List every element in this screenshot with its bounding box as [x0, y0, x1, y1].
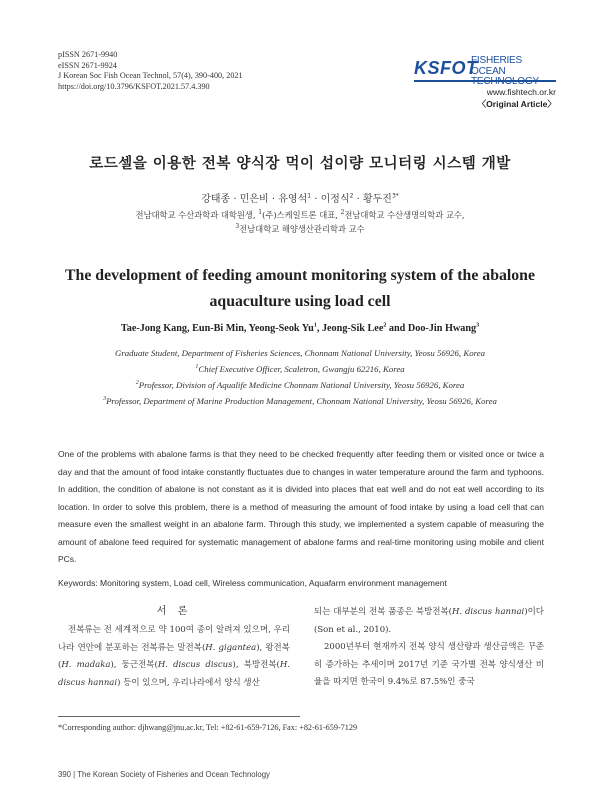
author-ko-3: 유영석	[278, 194, 308, 205]
page-footer: 390 | The Korean Society of Fisheries and Ocean Technology	[58, 770, 270, 779]
author-sup: 1	[307, 192, 312, 200]
affil-en-text: Professor, Division of Aqualife Medicine Chonnam National University, Yeosu 56926, Korea	[138, 380, 465, 390]
intro-right-column	[314, 604, 544, 692]
author-en-1: Tae-Jong Kang	[120, 323, 188, 334]
author-sup: 2	[383, 322, 387, 329]
authors-korean	[0, 190, 600, 205]
affil-sup: 1	[195, 364, 199, 371]
journal-logo	[414, 50, 556, 84]
title-english: The development of feeding amount monitoring system of the abalone aquaculture using load cell	[65, 267, 535, 310]
author-en-2: Eun-Bi Min	[192, 323, 244, 334]
corresponding-author-footnote: *Corresponding author: djhwang@jnu.ac.kr, Tel: +82-61-659-7126, Fax: +82-61-659-7129	[58, 723, 358, 732]
intro-right-para1	[314, 604, 544, 639]
species-name: H. gigantea	[205, 642, 257, 653]
affil-sup: 3	[235, 223, 240, 231]
author-sep: ,	[243, 323, 249, 334]
author-and: and	[386, 323, 408, 334]
intro-text: )이다(Son et al., 2010).	[314, 607, 544, 635]
author-ko-5: 황두진	[362, 194, 392, 205]
logo-line1: FISHERIES OCEAN	[471, 55, 522, 77]
author-sep: ·	[268, 194, 279, 205]
affil-sup: 1	[258, 209, 263, 217]
affil-en-line3	[0, 393, 600, 409]
author-sep: ,	[187, 323, 193, 334]
author-sup: 3*	[391, 192, 399, 200]
author-en-3: Yeong-Seok Yu	[248, 323, 314, 334]
author-ko-4: 이정식	[320, 194, 350, 205]
author-sup: 2	[349, 192, 354, 200]
intro-text: ), 왕전복(	[58, 642, 290, 670]
intro-text: 되는 대부분의 전복 품종은 북방전복(	[314, 607, 452, 617]
eissn: eISSN 2671-9924	[58, 60, 117, 70]
affil-sup: 2	[135, 380, 139, 387]
intro-right-para2	[314, 639, 544, 692]
species-name: H. discus discus	[157, 660, 233, 670]
site-url[interactable]: www.fishtech.or.kr	[486, 87, 556, 97]
author-en-5: Doo-Jin Hwang	[407, 323, 477, 334]
intro-text: ), 북방전복(	[232, 660, 280, 670]
intro-text: 전복류는 전 세계적으로 약 100여 종이 알려져 있으며, 우리나라 연안에 분포하는 전복류는 말전복(	[58, 625, 290, 653]
logo-mark: KSFOT	[414, 58, 478, 78]
author-ko-1: 강태종	[201, 194, 231, 205]
affil-en-text: Professor, Department of Marine Production Management, Chonnam National University, Yeosu 56926, Korea	[106, 396, 497, 406]
keywords: Keywords: Monitoring system, Load cell, Wireless communication, Aquafarm environment management	[58, 578, 447, 588]
author-ko-2: 민은비	[239, 194, 269, 205]
title-korean: 로드셀을 이용한 전복 양식장 먹이 섭이량 모니터링 시스템 개발	[89, 156, 511, 172]
intro-text: ) 등이 있으며, 우리나라에서 양식 생산	[117, 677, 260, 688]
affil-ko-text: 전남대학교 수산과학과 대학원생,	[135, 210, 259, 220]
intro-text: ), 둥근전복(	[110, 660, 158, 670]
section-heading-introduction: 서 론	[156, 606, 192, 617]
footnote-rule	[58, 716, 300, 717]
author-sep: ·	[353, 194, 363, 205]
author-sep: ,	[316, 323, 322, 334]
author-sep: ·	[230, 194, 240, 205]
doi-link[interactable]: https://doi.org/10.3796/KSFOT.2021.57.4.390	[58, 81, 210, 91]
species-name: H. discus hannai	[58, 660, 290, 688]
author-en-4: Jeong-Sik Lee	[321, 323, 384, 334]
authors-english	[0, 323, 600, 334]
affiliations-korean	[0, 208, 600, 236]
affil-en-line1	[0, 361, 600, 377]
affil-ko-text: (주)스케일트론 대표,	[262, 210, 341, 220]
affil-en-line2	[0, 377, 600, 393]
affiliations-english	[0, 345, 600, 409]
logo-underline	[414, 80, 556, 82]
affil-ko-line2	[0, 222, 600, 236]
logo-line2	[471, 77, 556, 88]
affil-ko-text: 전남대학교 수산생명의학과 교수,	[344, 210, 465, 220]
affil-sup: 3	[103, 396, 107, 403]
author-sup: 1	[313, 322, 317, 329]
affil-en-text: Chief Executive Officer, Scaletron, Gwangju 62216, Korea	[198, 364, 405, 374]
pissn: pISSN 2671-9940	[58, 50, 118, 59]
intro-left-column	[58, 622, 290, 692]
journal-meta	[58, 50, 243, 92]
affil-en-line0: Graduate Student, Department of Fisheries Sciences, Chonnam National University, Yeosu 56926, Korea	[114, 348, 485, 358]
author-sep: ·	[311, 194, 321, 205]
intro-text: 2000년부터 현재까지 전복 양식 생산량과 생산금액은 꾸준히 증가하는 추세이며 2017년 기준 국가별 전복 양식생산 비율을 따지면 한국이 9.4%로 87.5%인 중국	[314, 642, 544, 687]
affil-ko-text: 전남대학교 해양생산관리학과 교수	[239, 224, 365, 234]
article-type: 〈Original Article〉	[477, 99, 556, 109]
abstract: One of the problems with abalone farms is that they need to be checked frequently after feeding them or visited once or twice a day and that the amount of food intake constantly fluctuates due to changes in water temperature around the farm and typhoons. In addition, the condition of abalone is not constant as it is divided into places that eat well and do not eat well according to its location. In order to solve this problem, there is a method of measuring the amount of food intake by using a load cell that can measure even the smallest weight in an abalone farm. Through this study, we implemented a system capable of measuring the amount of abalone feed required for systematic management of abalone farms and real-time monitoring using mobile and client PCs.	[58, 449, 544, 564]
species-name: H. discus hannai	[451, 607, 525, 617]
logo-text	[471, 56, 556, 88]
affil-ko-line1	[0, 208, 600, 222]
citation: J Korean Soc Fish Ocean Technol, 57(4), 390-400, 2021	[58, 71, 243, 81]
species-name: H. madaka	[61, 660, 111, 670]
author-sup: 3	[476, 322, 480, 329]
affil-sup: 2	[340, 209, 345, 217]
